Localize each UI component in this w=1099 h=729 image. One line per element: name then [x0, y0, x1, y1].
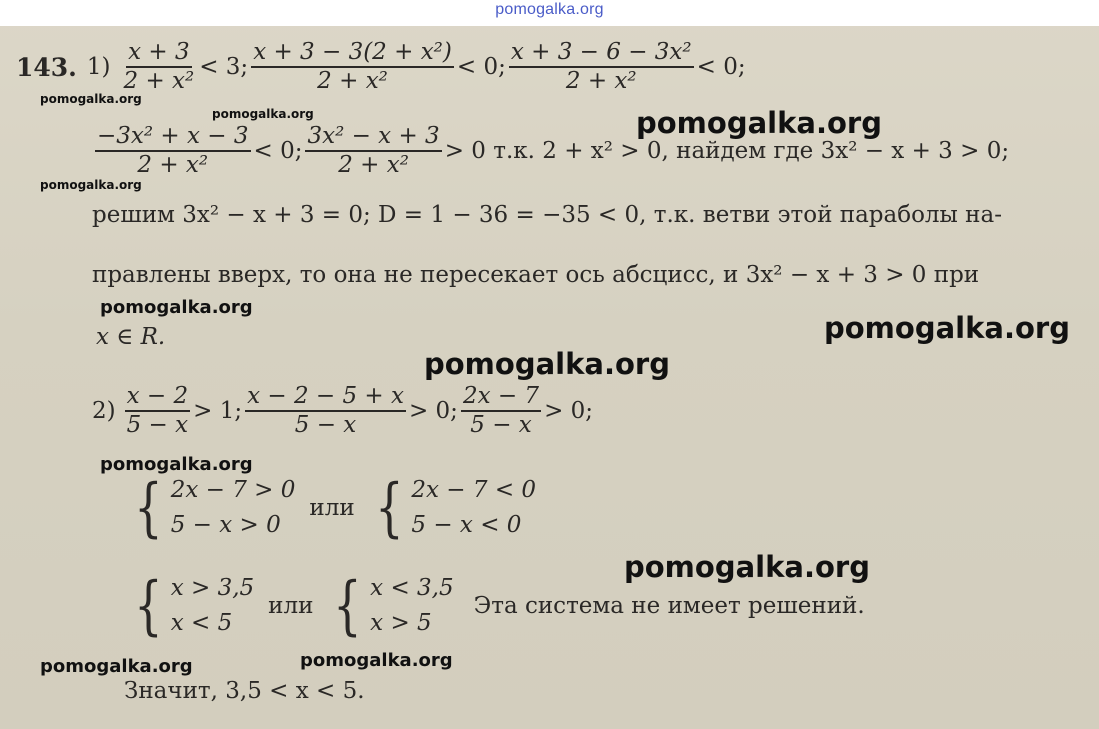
brace: { [374, 471, 404, 545]
site-title[interactable]: pomogalka.org [495, 1, 604, 18]
or-word: или [309, 495, 355, 521]
denominator: 2 + x² [123, 68, 195, 95]
fraction [305, 124, 441, 179]
numerator: x + 3 [126, 40, 192, 68]
watermark: pomogalka.org [424, 347, 670, 381]
inequality: x < 5 [170, 610, 233, 636]
part1-label: 1) [86, 54, 111, 81]
part2-line1 [92, 384, 593, 439]
watermark: pomogalka.org [40, 178, 142, 192]
relation: < 0; [456, 54, 506, 81]
denominator: 2 + x² [565, 68, 637, 95]
watermark: pomogalka.org [824, 311, 1070, 345]
denominator: 2 + x² [317, 68, 388, 95]
watermark: pomogalka.org [624, 550, 870, 584]
relation-text: > 0 т.к. 2 + x² > 0, найдем где 3x² − x + 3 > 0; [444, 138, 1010, 165]
numerator: x + 3 − 3(2 + x²) [251, 40, 454, 68]
relation: > 0; [408, 398, 458, 425]
fraction [122, 40, 197, 95]
numerator: 2x − 7 [461, 384, 541, 412]
numerator: x − 2 [125, 384, 191, 412]
conclusion: Значит, 3,5 < x < 5. [124, 678, 365, 704]
inequality: x > 3,5 [170, 574, 255, 601]
fraction [461, 384, 541, 439]
part1-line1 [16, 40, 746, 95]
no-solution-note: Эта система не имеет решений. [473, 593, 865, 619]
watermark: pomogalka.org [636, 106, 882, 140]
relation: < 0; [253, 138, 303, 165]
inequality: 5 − x < 0 [411, 512, 522, 538]
relation: < 0; [696, 54, 746, 81]
inequality: 2x − 7 < 0 [411, 476, 537, 503]
part1-line5: x ∈ R. [96, 324, 166, 350]
system-right [327, 569, 454, 643]
denominator: 5 − x [470, 412, 532, 439]
part2-system1 [122, 471, 542, 545]
relation: < 3; [199, 54, 249, 81]
part2-label: 2) [92, 398, 116, 425]
watermark: pomogalka.org [40, 92, 142, 106]
numerator: −3x² + x − 3 [95, 124, 251, 152]
watermark: pomogalka.org [300, 650, 453, 671]
numerator: x − 2 − 5 + x [245, 384, 406, 412]
denominator: 5 − x [294, 412, 357, 439]
inequality: x < 3,5 [370, 574, 454, 601]
watermark: pomogalka.org [100, 454, 253, 475]
watermark: pomogalka.org [100, 297, 253, 318]
inequality: x > 5 [370, 610, 432, 636]
site-header [0, 0, 1099, 26]
system-left [128, 569, 255, 643]
brace: { [333, 569, 363, 643]
inequality: 5 − x > 0 [170, 512, 281, 538]
system-right [369, 471, 537, 545]
problem-number: 143. [16, 52, 77, 82]
fraction [125, 384, 191, 439]
fraction [251, 40, 454, 95]
system-left [128, 471, 296, 545]
fraction [95, 124, 251, 179]
numerator: 3x² − x + 3 [305, 124, 441, 152]
numerator: x + 3 − 6 − 3x² [509, 40, 694, 68]
part1-line3: решим 3x² − x + 3 = 0; D = 1 − 36 = −35 < 0, т.к. ветви этой параболы на- [92, 202, 1002, 228]
brace: { [134, 471, 163, 545]
brace: { [134, 569, 163, 643]
relation: > 0; [544, 398, 594, 425]
part1-line4: правлены вверх, то она не пересекает ось абсцисс, и 3x² − x + 3 > 0 при [92, 262, 980, 288]
or-word: или [268, 593, 314, 619]
inequality: 2x − 7 > 0 [170, 476, 296, 503]
fraction [509, 40, 694, 95]
relation: > 1; [193, 398, 243, 425]
fraction [245, 384, 406, 439]
watermark: pomogalka.org [40, 656, 193, 677]
watermark: pomogalka.org [212, 107, 314, 121]
denominator: 2 + x² [338, 152, 409, 179]
denominator: 5 − x [126, 412, 189, 439]
denominator: 2 + x² [137, 152, 209, 179]
